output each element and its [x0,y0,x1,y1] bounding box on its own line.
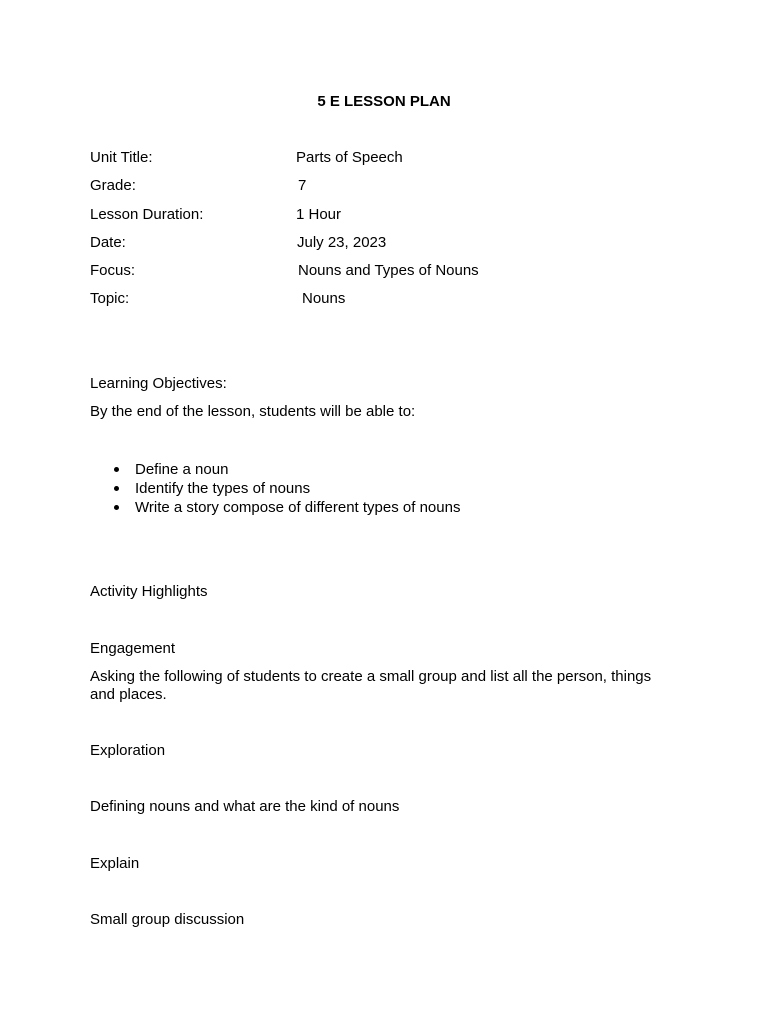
objective-text: Identify the types of nouns [135,480,311,497]
info-value: Parts of Speech [296,149,403,166]
objectives-intro: By the end of the lesson, students will be able to: [90,403,416,420]
info-value: Nouns [302,290,346,307]
objectives-heading: Learning Objectives: [90,375,227,392]
bullet-icon [114,505,119,510]
objective-text: Define a noun [135,461,229,478]
info-value: July 23, 2023 [297,234,387,251]
info-label: Focus: [90,262,136,279]
activity-heading: Activity Highlights [90,583,208,600]
info-label: Unit Title: [90,149,153,166]
page-title: 5 E LESSON PLAN [317,93,451,110]
info-label: Topic: [90,290,130,307]
exploration-heading: Exploration [90,742,166,759]
explain-text: Small group discussion [90,911,245,928]
bullet-icon [114,486,119,491]
explain-heading: Explain [90,855,140,872]
info-value: 7 [298,177,307,194]
bullet-icon [114,467,119,472]
info-label: Lesson Duration: [90,206,204,223]
engagement-text: Asking the following of students to create a small group and list all the person, things and places. [90,668,652,703]
objective-text: Write a story compose of different types of nouns [135,499,461,516]
exploration-text: Defining nouns and what are the kind of nouns [90,798,400,815]
info-value: 1 Hour [296,206,342,223]
info-label: Date: [90,234,126,251]
info-value: Nouns and Types of Nouns [298,262,479,279]
info-label: Grade: [90,177,136,194]
engagement-heading: Engagement [90,640,176,657]
